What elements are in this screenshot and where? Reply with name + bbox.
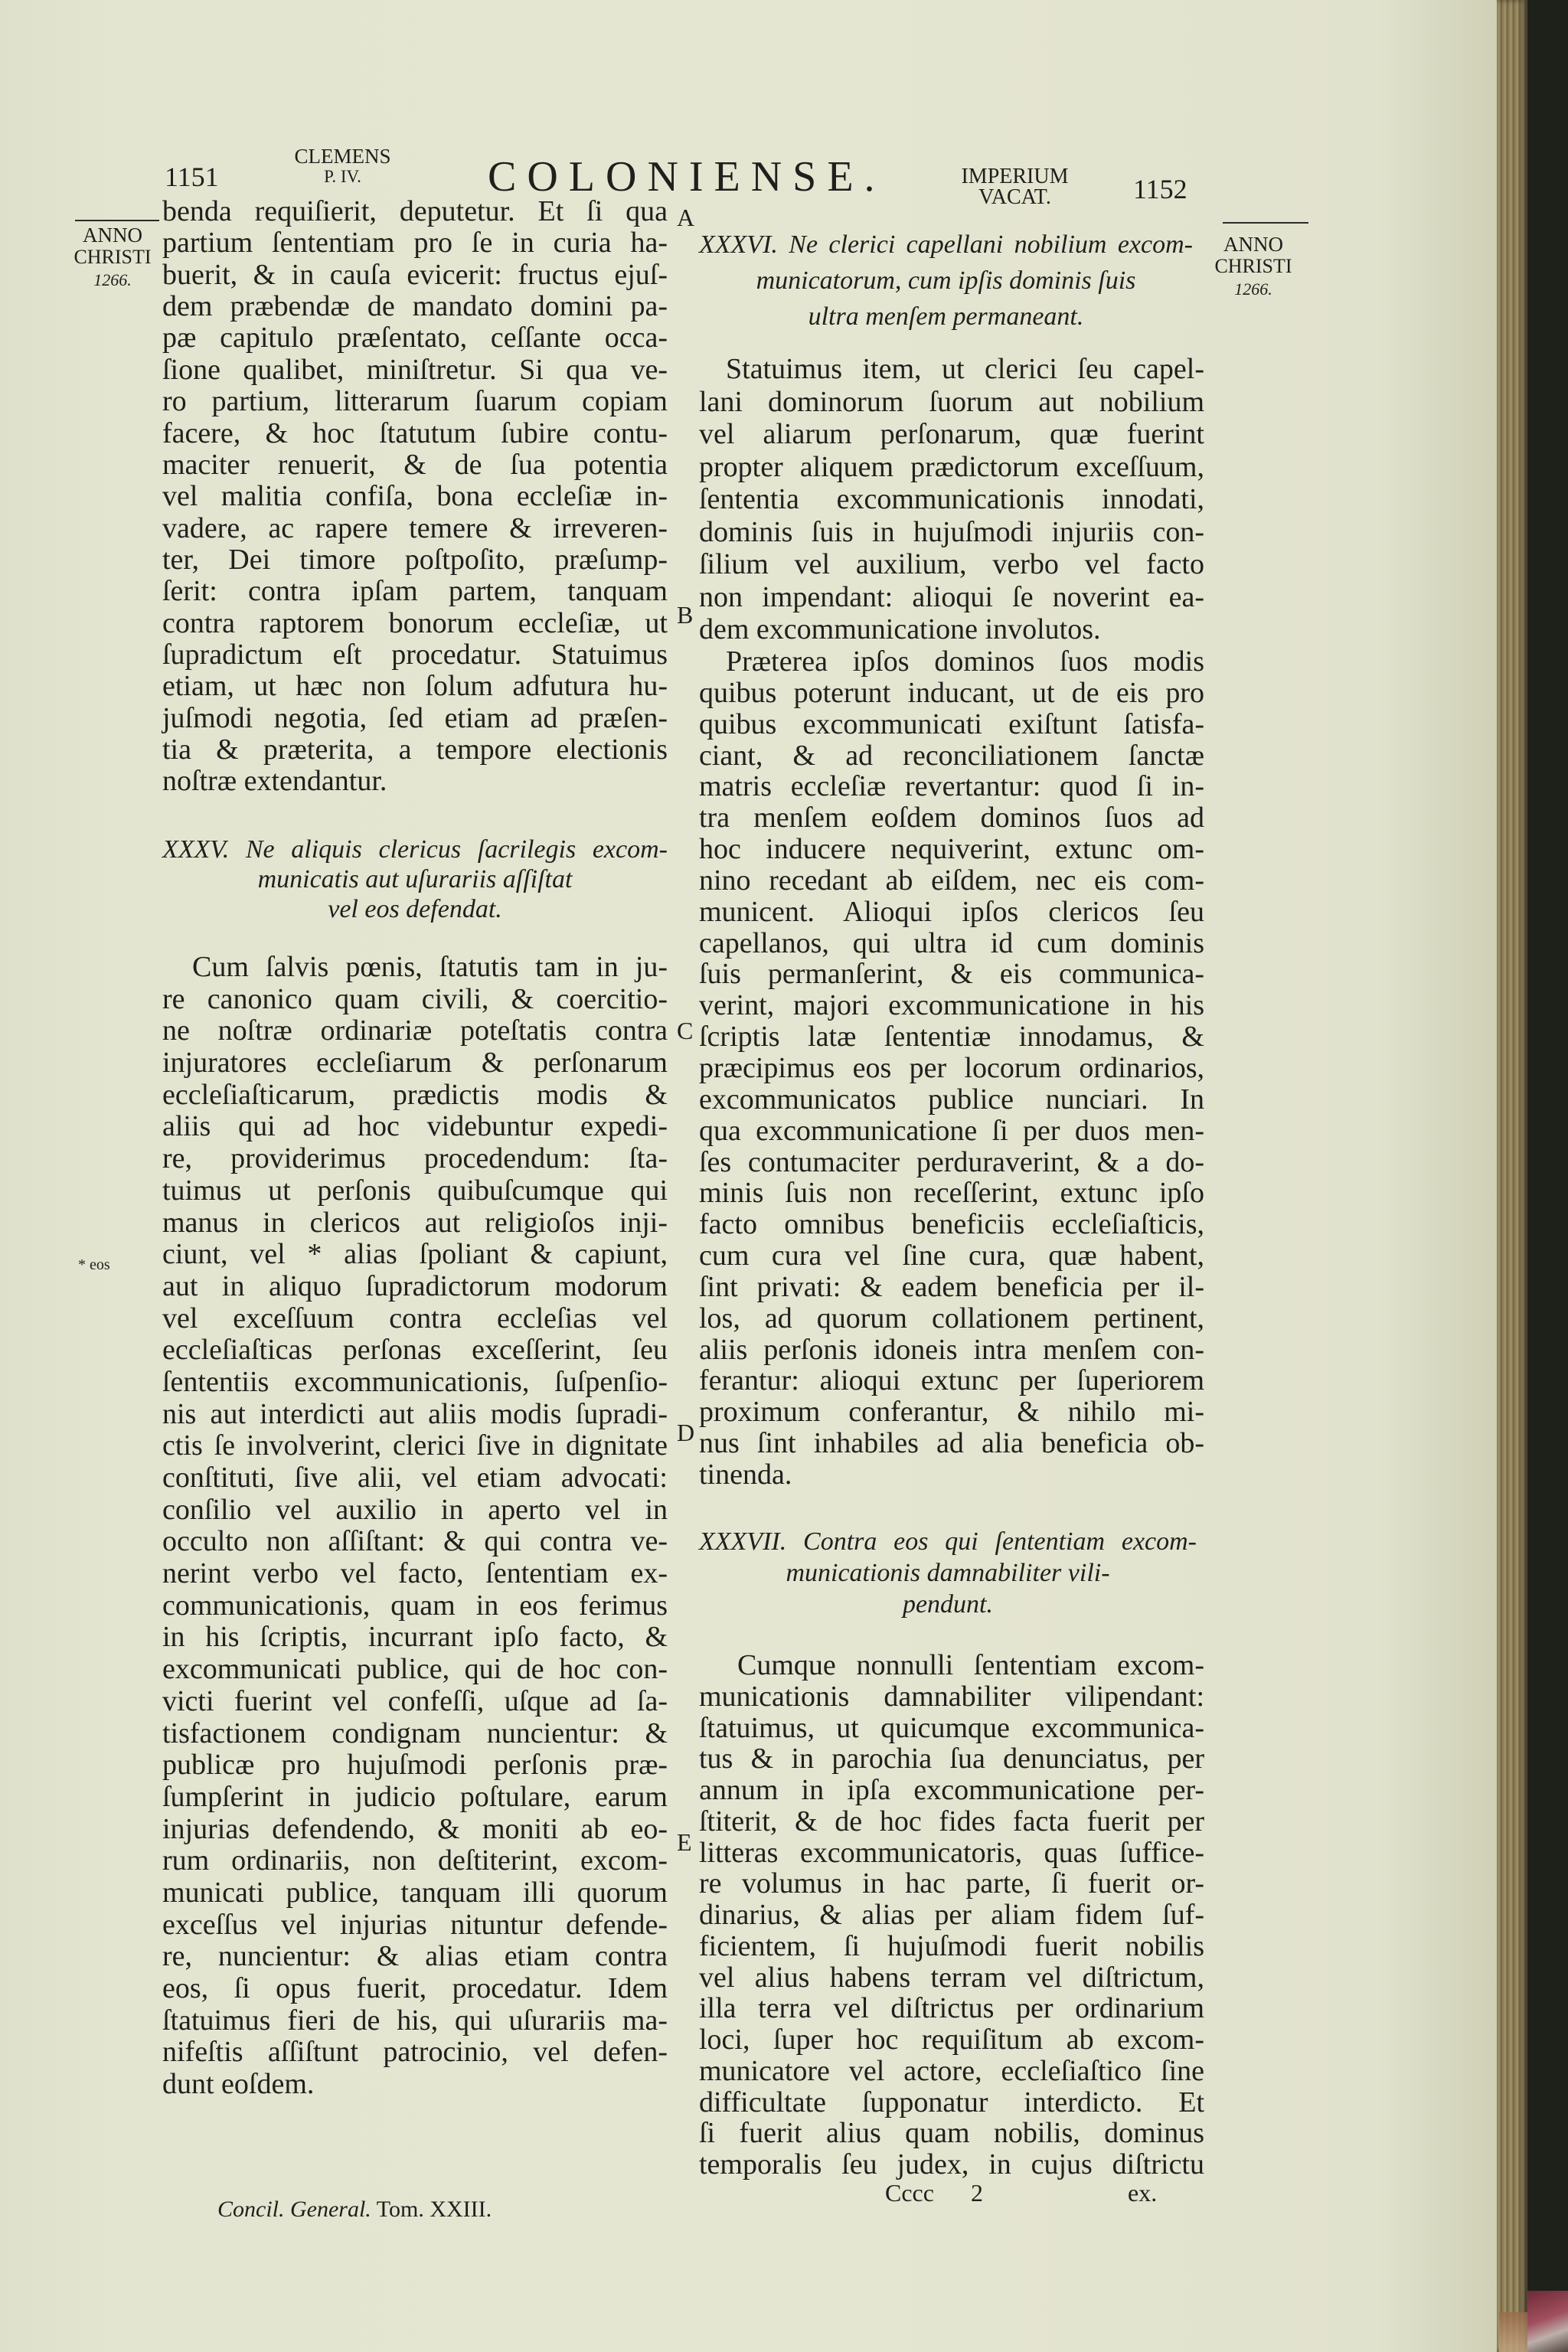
year-label: CHRISTI xyxy=(74,246,152,268)
text-line xyxy=(162,449,668,481)
text-line xyxy=(162,1558,668,1590)
text-line xyxy=(162,1334,668,1367)
line-text: vel malitia confiſa, bona eccleſiæ in- xyxy=(162,480,668,513)
text-line xyxy=(162,418,668,449)
text-line xyxy=(162,291,668,322)
text-line xyxy=(162,1909,668,1942)
text-line xyxy=(699,959,1204,990)
left-running-head xyxy=(292,145,393,186)
text-line xyxy=(162,1047,668,1080)
line-text: exceſſus vel injurias nituntur defende- xyxy=(162,1908,668,1941)
line-text: los, ad quorum collationem pertinent, xyxy=(699,1302,1204,1334)
text-line xyxy=(699,353,1204,386)
line-text: re, nuncientur: & alias etiam contra xyxy=(162,1940,668,1973)
line-text: lani dominorum ſuorum aut nobilium xyxy=(699,385,1204,418)
text-line xyxy=(699,1178,1204,1209)
section-marker-c: C xyxy=(677,1017,694,1044)
line-text: tuimus ut perſonis quibuſcumque qui xyxy=(162,1174,668,1207)
text-line xyxy=(699,834,1204,865)
text-line xyxy=(162,1590,668,1622)
year-label: CHRISTI xyxy=(1214,255,1292,277)
text-line xyxy=(162,703,668,734)
text-line xyxy=(699,1365,1204,1396)
text-line xyxy=(162,2037,668,2069)
text-line xyxy=(162,1845,668,1877)
line-text: ſententiis excommunicationis, ſuſpenſio- xyxy=(162,1365,668,1398)
line-text: Cum ſalvis pœnis, ſtatutis tam in ju- xyxy=(192,951,668,983)
text-line xyxy=(699,1272,1204,1303)
line-text: dem excommunicatione involutos. xyxy=(699,613,1101,645)
text-line xyxy=(699,386,1204,419)
line-text: eccleſiaſticas perſonas exceſſerint, ſeu xyxy=(162,1334,668,1367)
year-label: ANNO xyxy=(83,224,142,247)
line-text: matris eccleſiæ revertantur: quod ſi in- xyxy=(699,770,1204,803)
section-marker-b: B xyxy=(677,601,694,629)
footer-signature: Cccc 2 xyxy=(885,2179,983,2207)
text-line xyxy=(162,1814,668,1846)
line-text: tia & præterita, a tempore electionis xyxy=(162,733,668,766)
line-text: ſcriptis latæ ſententiæ innodamus, & xyxy=(699,1021,1204,1054)
line-text: rum ordinariis, non deſtiterint, excom- xyxy=(162,1844,668,1877)
line-text: nifeſtis aſſiſtunt patrocinio, vel defen- xyxy=(162,2036,668,2069)
text-line xyxy=(699,709,1204,740)
text-line xyxy=(699,1334,1204,1366)
line-text: illa terra vel diſtrictus per ordinarium xyxy=(699,1992,1204,2025)
text-line xyxy=(699,516,1204,549)
text-line xyxy=(699,1993,1204,2024)
text-line xyxy=(699,771,1204,802)
line-text: minis ſuis non receſſerint, extunc ipſo xyxy=(699,1177,1204,1210)
line-text: municatis aut uſurariis aſſiſtat xyxy=(257,865,573,893)
running-head-line: IMPERIUM xyxy=(961,165,1069,188)
line-text: maciter renuerit, & de ſua potentia xyxy=(162,448,668,481)
line-text: propter aliquem prædictorum exceſſuum, xyxy=(699,450,1204,483)
chapter-xxxvii-heading xyxy=(699,1526,1197,1620)
right-running-head xyxy=(956,166,1074,207)
text-line xyxy=(162,1015,668,1047)
line-text: litteras excommunicatoris, quas ſuffice- xyxy=(699,1836,1204,1869)
chapter-xxxv-heading xyxy=(162,835,668,924)
line-text: temporalis ſeu judex, in cujus diſtrictu xyxy=(699,2148,1204,2180)
line-text: vel eos defendat. xyxy=(328,895,502,923)
heading-line xyxy=(699,227,1193,263)
line-text: cum cura vel ſine cura, quæ habent, xyxy=(699,1240,1204,1272)
line-text: ultra menſem permaneant. xyxy=(808,302,1084,331)
line-text: municatore vel actore, eccleſiaſtico ſine xyxy=(699,2054,1204,2087)
text-line xyxy=(162,1494,668,1527)
text-line xyxy=(162,1080,668,1112)
text-line xyxy=(162,952,668,984)
text-line xyxy=(699,548,1204,581)
text-line xyxy=(699,1713,1204,1744)
text-line xyxy=(162,1111,668,1143)
line-text: pæ capitulo præſentato, ceſſante occa- xyxy=(162,322,668,354)
line-text: non impendant: alioqui ſe noverint ea- xyxy=(699,580,1204,613)
variant-note: * eos xyxy=(78,1256,110,1273)
text-line xyxy=(699,483,1204,516)
left-page-number: 1151 xyxy=(165,162,219,192)
text-line xyxy=(162,1749,668,1782)
text-line xyxy=(162,608,668,639)
text-line xyxy=(699,1838,1204,1869)
line-text: capellanos, qui ultra id cum dominis xyxy=(699,926,1204,959)
text-line xyxy=(699,613,1204,646)
chapter-xxxv-text xyxy=(162,952,668,2101)
text-line xyxy=(699,1900,1204,1931)
running-head-line: VACAT. xyxy=(978,185,1051,209)
line-text: tisfactionem condignam nuncientur: & xyxy=(162,1717,668,1749)
heading-line xyxy=(162,864,668,894)
line-text: aut in aliquo ſupradictorum modorum xyxy=(162,1269,668,1302)
text-line xyxy=(162,1271,668,1303)
background-object xyxy=(1499,2312,1527,2352)
line-text: ctis ſe involverint, clerici ſive in dignitate xyxy=(162,1429,668,1462)
text-line xyxy=(162,260,668,291)
text-line xyxy=(162,1526,668,1558)
line-text: ne noſtræ ordinariæ poteſtatis contra xyxy=(162,1014,668,1047)
line-text: municationis damnabiliter vilipendant: xyxy=(699,1680,1204,1713)
text-line xyxy=(699,1806,1204,1838)
right-margin-year xyxy=(1208,234,1298,301)
footer-series: Concil. General. xyxy=(217,2197,371,2222)
line-text: contra raptorem bonorum eccleſiæ, ut xyxy=(162,606,668,639)
footer-volume: Tom. XXIII. xyxy=(376,2197,492,2222)
text-line xyxy=(162,734,668,766)
text-line xyxy=(162,576,668,607)
text-line xyxy=(699,2149,1204,2180)
heading-line xyxy=(162,835,668,864)
line-text: nus ſint inhabiles ad alia beneficia ob- xyxy=(699,1427,1204,1460)
text-line xyxy=(699,1116,1204,1147)
line-text: Præterea ipſos dominos ſuos modis xyxy=(726,645,1204,678)
running-head-line: CLEMENS xyxy=(294,145,391,168)
line-text: conſtituti, ſive alii, vel etiam advocati: xyxy=(162,1462,668,1494)
text-line xyxy=(699,2024,1204,2056)
line-text: ſerit: contra ipſam partem, tanquam xyxy=(162,575,668,608)
chapter-xxxvii-text xyxy=(699,1650,1204,2180)
text-line xyxy=(699,2118,1204,2149)
text-line xyxy=(699,802,1204,834)
line-text: communicationis, quam in eos ferimus xyxy=(162,1589,668,1622)
line-text: Cumque nonnulli ſententiam excom- xyxy=(737,1649,1204,1681)
line-text: ſtatuimus fieri de his, qui uſurariis ma- xyxy=(162,2004,668,2037)
text-line xyxy=(699,1428,1204,1459)
text-line xyxy=(699,1459,1204,1491)
heading-line xyxy=(162,894,668,924)
footer-reference xyxy=(217,2197,492,2223)
line-text: ſtatuimus, ut quicumque excommunica- xyxy=(699,1711,1204,1744)
text-line xyxy=(162,2069,668,2101)
line-text: municatorum, cum ipſis dominis ſuis xyxy=(756,266,1136,295)
line-text: in his ſcriptis, incurrant ipſo facto, & xyxy=(162,1621,668,1654)
line-text: Statuimus item, ut clerici ſeu capel- xyxy=(726,353,1204,385)
line-text: buerit, & in cauſa evicerit: fructus ejuſ- xyxy=(162,258,668,291)
footer-catchword: ex. xyxy=(1128,2179,1158,2207)
line-text: difficultate ſupponatur interdicto. Et xyxy=(699,2086,1204,2118)
text-line xyxy=(162,1175,668,1207)
text-line xyxy=(699,1240,1204,1272)
line-text: manus in clericos aut religioſos inji- xyxy=(162,1206,668,1239)
line-text: facto omnibus beneficiis eccleſiaſticis, xyxy=(699,1208,1204,1241)
line-text: pendunt. xyxy=(902,1590,994,1619)
line-text: excommunicati publice, qui de hoc con- xyxy=(162,1653,668,1686)
section-marker-d: D xyxy=(677,1419,695,1446)
heading-line xyxy=(699,1557,1197,1589)
line-text: etiam, ut hæc non ſolum adfutura hu- xyxy=(162,670,668,703)
margin-rule-left xyxy=(75,220,159,221)
margin-rule-right xyxy=(1223,222,1308,224)
line-text: dominis ſuis in hujuſmodi injuriis con- xyxy=(699,515,1204,548)
line-text: excommunicatos publice nunciari. In xyxy=(699,1083,1204,1116)
chapter-xxxvi-heading xyxy=(699,227,1193,335)
text-line xyxy=(162,671,668,702)
text-line xyxy=(162,1973,668,2005)
line-text: ſupradictum eſt procedatur. Statuimus xyxy=(162,639,668,671)
text-line xyxy=(162,1877,668,1909)
line-text: nerint verbo vel facto, ſententiam ex- xyxy=(162,1557,668,1590)
text-line xyxy=(699,928,1204,959)
line-text: annum in ipſa excommunicatione per- xyxy=(699,1774,1204,1806)
text-line xyxy=(162,1367,668,1399)
line-text: ciant, & ad reconciliationem ſanctæ xyxy=(699,739,1204,772)
line-text: ſuis permanſerint, & eis communica- xyxy=(699,958,1204,991)
line-text: vel exceſſuum contra eccleſias vel xyxy=(162,1302,668,1334)
line-text: dinarius, & alias per aliam fidem ſuf- xyxy=(699,1899,1204,1931)
year-value: 1266. xyxy=(93,270,132,289)
text-line xyxy=(699,1962,1204,1994)
heading-line xyxy=(699,1589,1197,1620)
line-text: vadere, ac rapere temere & irreveren- xyxy=(162,511,668,544)
text-line xyxy=(162,1654,668,1686)
text-line xyxy=(699,740,1204,772)
line-text: ferantur: alioqui extunc per ſuperiorem xyxy=(699,1364,1204,1397)
heading-line xyxy=(699,263,1193,299)
text-line xyxy=(162,1782,668,1814)
line-text: hoc inducere nequiverint, extunc om- xyxy=(699,833,1204,866)
line-text: tra menſem eoſdem dominos ſuos ad xyxy=(699,802,1204,835)
text-line xyxy=(699,1053,1204,1084)
text-line xyxy=(162,386,668,417)
text-line xyxy=(162,513,668,544)
text-line xyxy=(162,1207,668,1240)
section-marker-a: A xyxy=(677,204,695,231)
heading-line xyxy=(699,299,1193,335)
line-text: vel aliarum perſonarum, quæ fuerint xyxy=(699,418,1204,450)
text-line xyxy=(162,1622,668,1654)
text-line xyxy=(162,984,668,1016)
line-text: ter, Dei timore poſtpoſito, præſump- xyxy=(162,543,668,576)
line-text: occulto non aſſiſtant: & qui contra ve- xyxy=(162,1525,668,1558)
text-line xyxy=(162,639,668,671)
line-text: ſumpſerint in judicio poſtulare, earum xyxy=(162,1780,668,1813)
text-line xyxy=(699,2087,1204,2118)
text-line xyxy=(162,1718,668,1750)
text-line xyxy=(699,1303,1204,1334)
section-marker-e: E xyxy=(677,1828,692,1856)
line-text: XXXVI. Ne clerici capellani nobilium excom- xyxy=(699,230,1193,259)
line-text: municati publice, tanquam illi quorum xyxy=(162,1876,668,1909)
text-line xyxy=(699,1775,1204,1806)
text-line xyxy=(162,322,668,354)
text-line xyxy=(162,354,668,386)
text-line xyxy=(699,1147,1204,1178)
text-line xyxy=(162,196,668,227)
line-text: victi fuerint vel confeſſi, uſque ad ſa- xyxy=(162,1684,668,1717)
heading-line xyxy=(699,1526,1197,1557)
line-text: XXXV. Ne aliquis clericus ſacrilegis excom- xyxy=(162,835,668,864)
line-text: ſint privati: & eadem beneficia per il- xyxy=(699,1270,1204,1303)
line-text: re canonico quam civili, & coercitio- xyxy=(162,982,668,1015)
page-title: COLONIENSE. xyxy=(488,153,886,201)
text-line xyxy=(162,481,668,512)
line-text: juſmodi negotia, ſed etiam ad præſen- xyxy=(162,701,668,734)
line-text: noſtræ extendantur. xyxy=(162,765,387,798)
line-text: tus & in parochia ſua denunciatus, per xyxy=(699,1743,1204,1775)
line-text: verint, majori excommunicatione in his xyxy=(699,989,1204,1022)
chapter-xxxvi-paragraph-2 xyxy=(699,646,1204,1491)
text-line xyxy=(162,1430,668,1462)
line-text: dunt eoſdem. xyxy=(162,2068,315,2101)
text-line xyxy=(699,646,1204,678)
line-text: præcipimus eos per locorum ordinarios, xyxy=(699,1051,1204,1084)
line-text: ſes contumaciter perduraverint, & a do- xyxy=(699,1145,1204,1178)
line-text: eccleſiaſticarum, prædictis modis & xyxy=(162,1078,668,1111)
line-text: ſtiterit, & de hoc fides facta fuerit per xyxy=(699,1805,1204,1838)
text-line xyxy=(699,1396,1204,1428)
text-line xyxy=(162,1941,668,1973)
text-line xyxy=(699,1650,1204,1681)
line-text: dem præbendæ de mandato domini pa- xyxy=(162,290,668,323)
left-column-continuation xyxy=(162,196,668,798)
line-text: proximum conferantur, & nihilo mi- xyxy=(699,1396,1204,1429)
line-text: injurias defendendo, & moniti ab eo- xyxy=(162,1812,668,1845)
line-text: re volumus in hac parte, ſi fuerit or- xyxy=(699,1867,1204,1900)
text-line xyxy=(699,1931,1204,1962)
left-margin-year xyxy=(69,224,156,292)
text-line xyxy=(162,1303,668,1335)
line-text: aliis qui ad hoc videbuntur expedi- xyxy=(162,1110,668,1143)
year-value: 1266. xyxy=(1234,279,1272,299)
text-line xyxy=(699,865,1204,897)
line-text: ſilium vel auxilium, verbo vel facto xyxy=(699,548,1204,580)
text-line xyxy=(699,2056,1204,2087)
running-head-line: P. IV. xyxy=(324,167,361,186)
line-text: nino recedant ab eiſdem, nec eis com- xyxy=(699,864,1204,897)
line-text: re, providerimus procedendum: ſta- xyxy=(162,1142,668,1175)
text-line xyxy=(699,1084,1204,1116)
line-text: facere, & hoc ſtatutum ſubire contu- xyxy=(162,416,668,449)
text-line xyxy=(162,1686,668,1718)
text-line xyxy=(699,418,1204,451)
line-text: ciunt, vel * alias ſpoliant & capiunt, xyxy=(162,1238,668,1271)
text-line xyxy=(162,1462,668,1494)
year-label: ANNO xyxy=(1223,233,1283,256)
line-text: ro partium, litterarum ſuarum copiam xyxy=(162,385,668,418)
text-line xyxy=(162,1239,668,1271)
right-page-number: 1152 xyxy=(1133,174,1187,204)
line-text: partium ſententiam pro ſe in curia ha- xyxy=(162,227,668,260)
background-book-spine xyxy=(1527,2291,1568,2352)
line-text: quibus poterunt inducant, ut de eis pro xyxy=(699,676,1204,709)
chapter-xxxvi-paragraph-1 xyxy=(699,353,1204,646)
line-text: ficientem, ſi hujuſmodi fuerit nobilis xyxy=(699,1929,1204,1962)
text-line xyxy=(699,678,1204,709)
line-text: benda requiſierit, deputetur. Et ſi qua xyxy=(162,195,668,227)
line-text: municent. Alioqui ipſos clericos ſeu xyxy=(699,895,1204,928)
text-line xyxy=(699,990,1204,1021)
text-line xyxy=(162,1399,668,1431)
line-text: quibus excommunicati exiſtunt ſatisfa- xyxy=(699,707,1204,740)
line-text: publicæ pro hujuſmodi perſonis præ- xyxy=(162,1749,668,1782)
text-line xyxy=(699,1209,1204,1240)
text-line xyxy=(699,1021,1204,1053)
line-text: tinenda. xyxy=(699,1458,792,1491)
text-line xyxy=(699,581,1204,614)
line-text: ſententia excommunicationis innodati, xyxy=(699,483,1204,515)
text-line xyxy=(699,1868,1204,1900)
line-text: conſilio vel auxilio in aperto vel in xyxy=(162,1493,668,1526)
line-text: qua excommunicatione ſi per duos men- xyxy=(699,1114,1204,1147)
line-text: ſione qualibet, miniſtretur. Si qua ve- xyxy=(162,353,668,386)
line-text: eos, ſi opus fuerit, procedatur. Idem xyxy=(162,1972,668,2004)
line-text: aliis perſonis idoneis intra menſem con- xyxy=(699,1333,1204,1366)
text-line xyxy=(699,1681,1204,1713)
text-line xyxy=(162,1143,668,1175)
line-text: ſi fuerit alius quam nobilis, dominus xyxy=(699,2117,1204,2150)
line-text: nis aut interdicti aut aliis modis ſupradi- xyxy=(162,1397,668,1430)
line-text: vel alius habens terram vel diſtrictum, xyxy=(699,1961,1204,1994)
text-line xyxy=(162,766,668,797)
page-edges xyxy=(1497,0,1527,2352)
line-text: injuratores eccleſiarum & perſonarum xyxy=(162,1047,668,1080)
line-text: loci, ſuper hoc requiſitum ab excom- xyxy=(699,2024,1204,2056)
text-line xyxy=(162,227,668,259)
text-line xyxy=(162,2005,668,2037)
text-line xyxy=(699,1743,1204,1775)
text-line xyxy=(699,897,1204,928)
text-line xyxy=(699,451,1204,484)
line-text: municationis damnabiliter vili- xyxy=(786,1559,1110,1587)
line-text: XXXVII. Contra eos qui ſententiam excom- xyxy=(699,1527,1197,1556)
text-line xyxy=(162,544,668,576)
